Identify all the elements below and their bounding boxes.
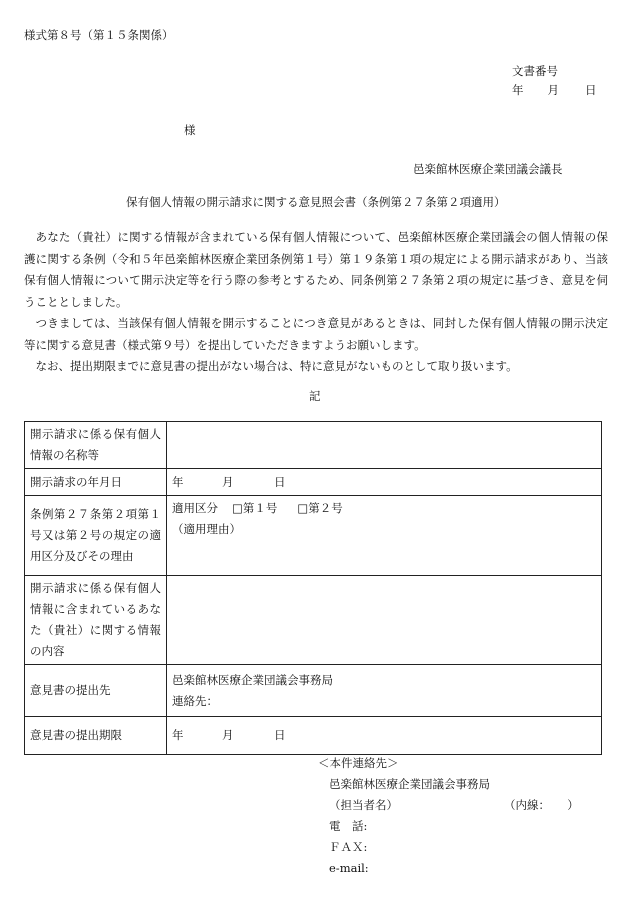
sender-name: 邑楽館林医療企業団議会議長 bbox=[413, 162, 563, 176]
row-value-submission-dest bbox=[167, 665, 602, 717]
document-number-label: 文書番号 bbox=[512, 64, 558, 78]
contact-person: （担当者名） bbox=[329, 798, 398, 812]
row-value-request-date bbox=[167, 469, 602, 496]
row-value-info-name bbox=[167, 422, 602, 469]
contact-phone: 電 話: bbox=[329, 819, 368, 833]
body-paragraph-2: つきましては、当該保有個人情報を開示することにつき意見があるときは、同封した保有個人情報の開示決定等に関する意見書（様式第９号）を提出していただきますようお願いします。 bbox=[24, 316, 608, 352]
contact-fax: ＦＡＸ: bbox=[329, 840, 368, 854]
row-value-deadline bbox=[167, 717, 602, 755]
document-title: 保有個人情報の開示請求に関する意見照会書（条例第２７条第２項適用） bbox=[126, 195, 506, 209]
contact-office: 邑楽館林医療企業団議会事務局 bbox=[329, 777, 490, 791]
date-line bbox=[512, 82, 597, 99]
kubun-label: 適用区分 bbox=[172, 501, 218, 515]
request-year-label: 年 bbox=[172, 474, 184, 489]
row-label-request-date: 開示請求の年月日 bbox=[25, 469, 167, 496]
reason-label: （適用理由） bbox=[172, 522, 241, 536]
row-value-info-content bbox=[167, 576, 602, 665]
table-row bbox=[25, 576, 602, 665]
ki-marker: 記 bbox=[309, 389, 321, 403]
row-value-application bbox=[167, 496, 602, 576]
deadline-month-label: 月 bbox=[222, 728, 234, 742]
table-row bbox=[25, 496, 602, 576]
row-label-info-content: 開示請求に係る保有個人情報に含まれているあなた（貴社）に関する情報の内容 bbox=[25, 576, 167, 665]
deadline-year-label: 年 bbox=[172, 728, 184, 742]
row-label-deadline: 意見書の提出期限 bbox=[25, 717, 167, 755]
body-paragraph-3: なお、提出期限までに意見書の提出がない場合は、特に意見がないものとして取り扱います。 bbox=[35, 359, 518, 373]
submission-office: 邑楽館林医療企業団議会事務局 bbox=[172, 672, 333, 687]
body-paragraph-1: あなた（貴社）に関する情報が含まれている保有個人情報について、邑楽館林医療企業団議会の個人情報の保護に関する条例（令和５年邑楽館林医療企業団条例第１号）第１９条第１項の規定による開示請求があり、当該保有個人情報について開示決定等を行う際の参考とするため、同条例第２７条第２項の規定に基づき、意見を伺うこととしました。 bbox=[24, 230, 608, 309]
date-year-label: 年 bbox=[512, 83, 524, 97]
contact-extension: （内線： ） bbox=[504, 798, 579, 812]
table-row bbox=[25, 717, 602, 755]
submission-contact: 連絡先： bbox=[172, 693, 218, 708]
addressee-suffix: 様 bbox=[184, 123, 196, 137]
table-row bbox=[25, 665, 602, 717]
option-clause-2-checkbox: □第２号 bbox=[297, 501, 343, 515]
date-day-label: 日 bbox=[585, 83, 597, 97]
info-table bbox=[24, 421, 602, 755]
deadline-day-label: 日 bbox=[274, 728, 286, 742]
request-month-label: 月 bbox=[222, 474, 234, 489]
contact-email: e-mail: bbox=[329, 861, 369, 875]
date-month-label: 月 bbox=[547, 83, 559, 97]
form-number: 様式第８号（第１５条関係） bbox=[24, 28, 174, 42]
row-label-submission-dest: 意見書の提出先 bbox=[25, 665, 167, 717]
option-clause-1-checkbox: □第１号 bbox=[232, 501, 278, 515]
table-row bbox=[25, 469, 602, 496]
row-label-application: 条例第２７条第２項第１号又は第２号の規定の適用区分及びその理由 bbox=[25, 496, 167, 576]
table-row bbox=[25, 422, 602, 469]
row-label-info-name: 開示請求に係る保有個人情報の名称等 bbox=[25, 422, 167, 469]
request-day-label: 日 bbox=[274, 474, 286, 489]
body-text bbox=[24, 227, 608, 378]
contact-header: ＜本件連絡先＞ bbox=[318, 756, 399, 770]
